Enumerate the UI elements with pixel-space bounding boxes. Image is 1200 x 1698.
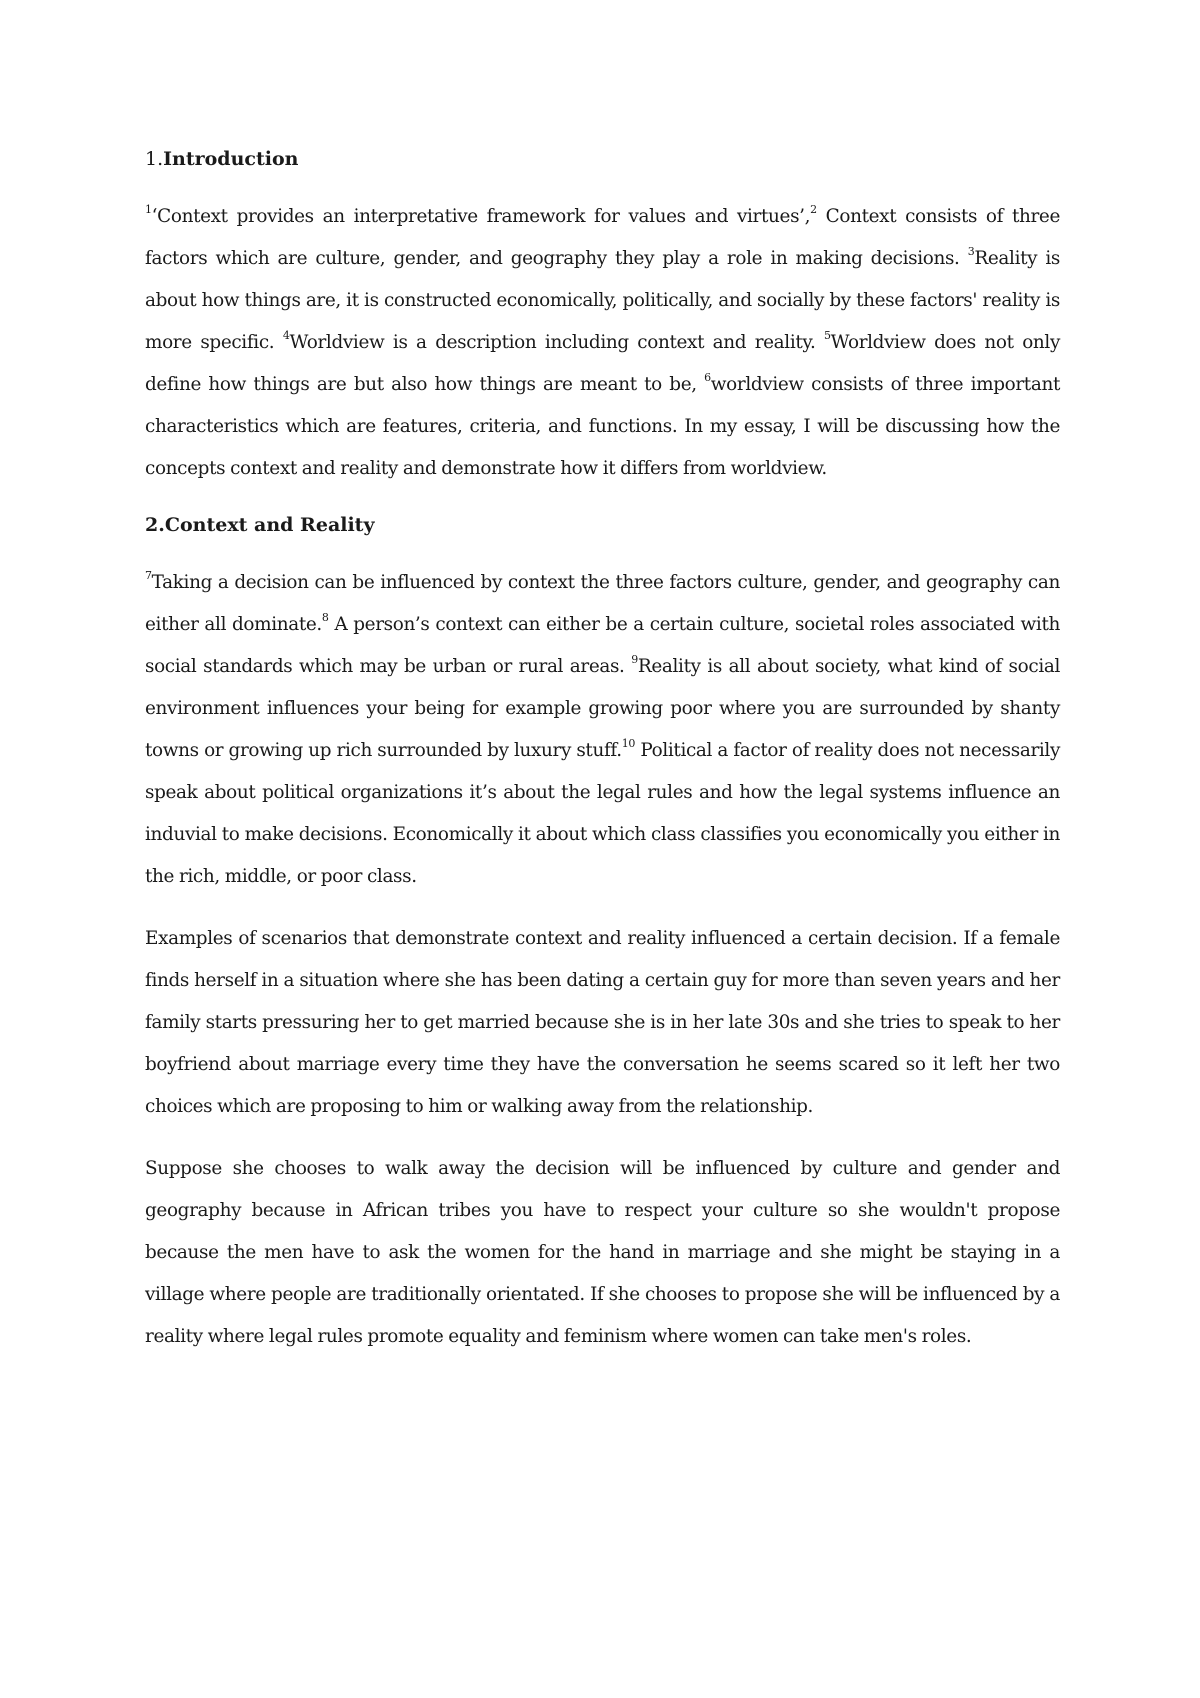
paragraph-examples: Examples of scenarios that demonstrate context and reality influenced a certain decision. If a female finds herself in a situation where she has been dating a certain guy for more than seven years and her family starts pressuring her to get married because she is in her late 30s and she tries to speak to her boyfriend about marriage every time they have the conversation he seems scared so it left her two choices which are proposing to him or walking away from the relationship. [145, 928, 1060, 1117]
footnote-ref: 7 [145, 569, 152, 582]
paragraph-text: Worldview is a description including context and reality. [289, 332, 825, 353]
footnote-ref: 5 [824, 329, 831, 342]
section-heading-context-and-reality [145, 510, 1060, 540]
footnote-ref: 6 [704, 371, 711, 384]
paragraph-text: Worldview does not only define how things are but also how things are meant to be, [145, 332, 1060, 395]
paragraph-text: Reality is about how things are, it is constructed economically, politically, and socially by these factors' reality is more specific. [145, 248, 1060, 353]
section-number: 1. [145, 148, 164, 170]
section-title: Introduction [163, 148, 299, 170]
section-title: Context and Reality [164, 514, 375, 536]
paragraph-text: Reality is all about society, what kind of social environment influences your being for example growing poor where you are surrounded by shanty towns or growing up rich surrounded by luxury stuff. [145, 656, 1060, 761]
paragraph-text: Taking a decision can be influenced by context the three factors culture, gender, and geography can either all dominate. [145, 572, 1060, 635]
footnote-ref: 1 [145, 203, 152, 216]
paragraph-text: ‘Context provides an interpretative framework for values and virtues’, [151, 206, 811, 227]
paragraph-text: A person’s context can either be a certain culture, societal roles associated with social standards which may be urban or rural areas. [145, 614, 1060, 677]
footnote-ref: 4 [282, 329, 290, 342]
footnote-ref: 2 [810, 203, 817, 216]
footnote-ref: 9 [631, 653, 638, 666]
paragraph-text: Political a factor of reality does not necessarily speak about political organizations it’s about the legal rules and how the legal systems influence an induvial to make decisions. Economically it about which class classifies you economically you either in the rich, middle, or poor class. [145, 740, 1060, 887]
footnote-ref: 3 [967, 245, 975, 258]
section-heading-introduction [145, 144, 1060, 174]
section-number: 2. [145, 514, 165, 536]
paragraph-suppose: Suppose she chooses to walk away the decision will be influenced by culture and gender and geography because in African tribes you have to respect your culture so she wouldn't propose because the men have to ask the women for the hand in marriage and she might be staying in a village where people are traditionally orientated. If she chooses to propose she will be influenced by a reality where legal rules promote equality and feminism where women can take men's roles. [145, 1158, 1060, 1347]
paragraph-introduction [145, 196, 1060, 490]
paragraph-context-reality [145, 562, 1060, 898]
footnote-ref: 8 [321, 611, 329, 624]
document-page [145, 144, 1060, 1378]
footnote-ref: 10 [621, 737, 636, 750]
paragraph-text: Context consists of three factors which are culture, gender, and geography they play a role in making decisions. [145, 206, 1060, 269]
paragraph-text: worldview consists of three important characteristics which are features, criteria, and functions. In my essay, I will be discussing how the concepts context and reality and demonstrate how it differs from worldview. [145, 374, 1060, 479]
